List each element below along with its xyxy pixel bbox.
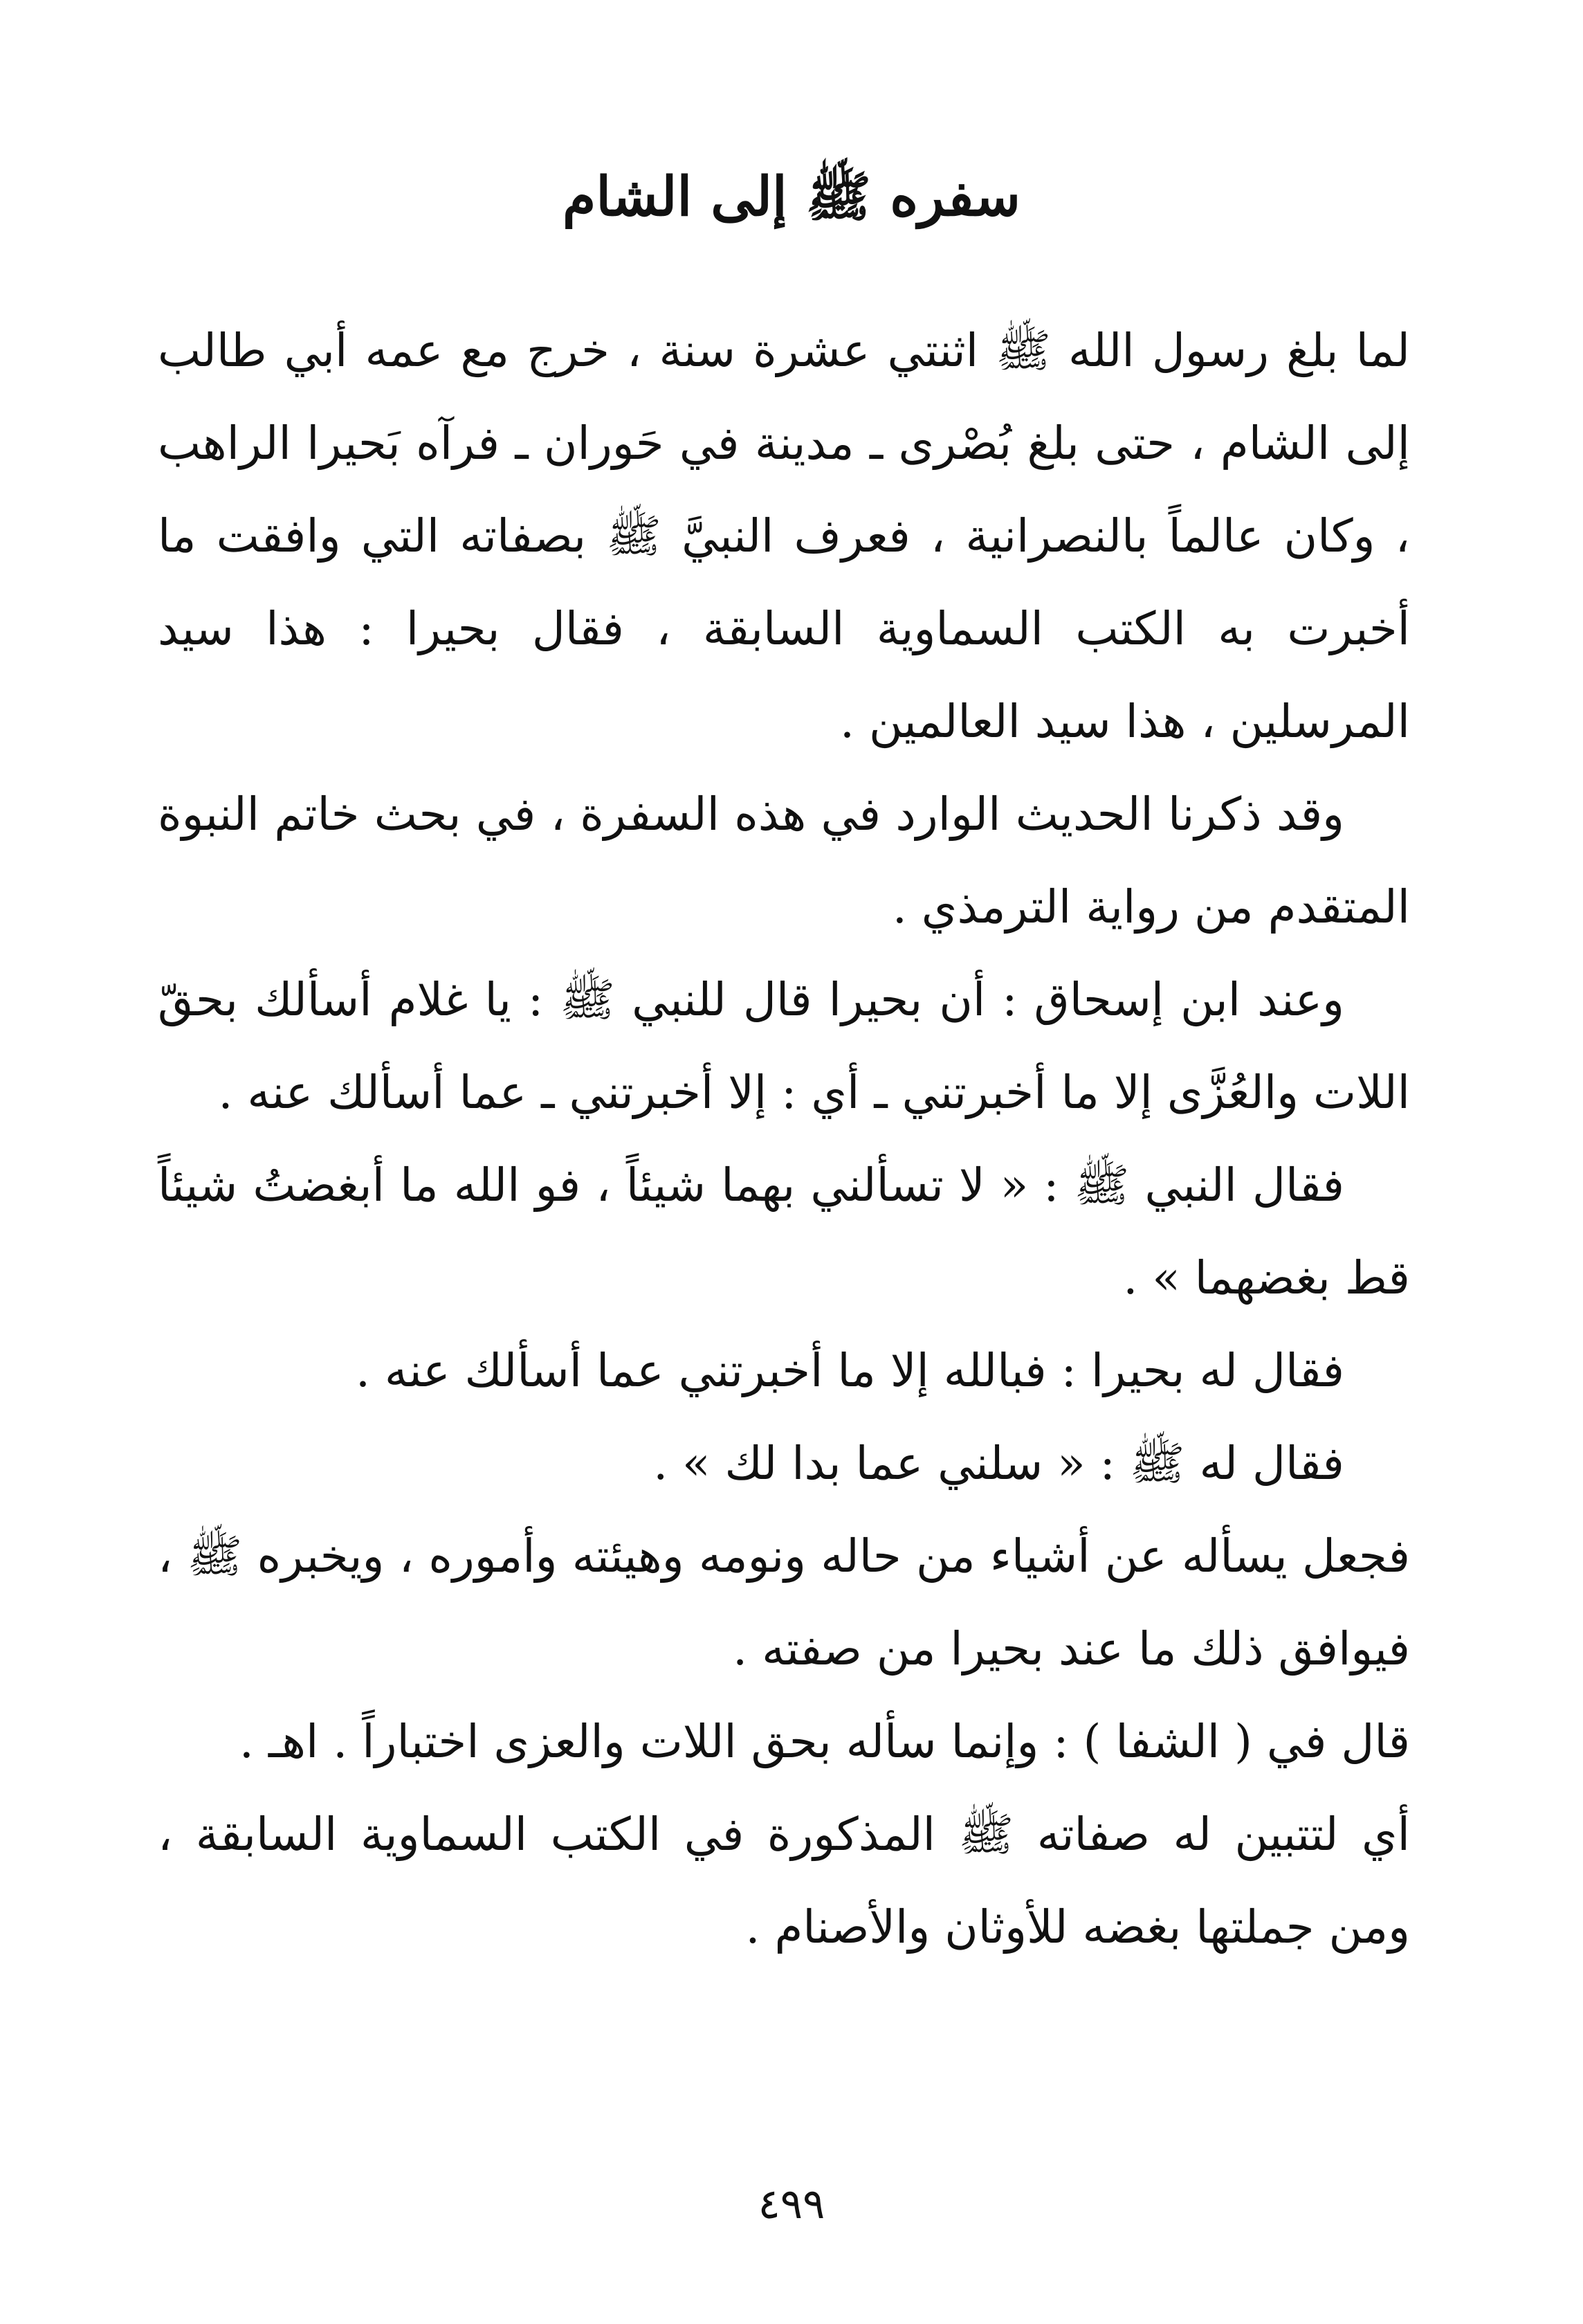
page-number: ٤٩٩ <box>758 2180 825 2228</box>
paragraph-7: فجعل يسأله عن أشياء من حاله ونومه وهيئته وأموره ، ويخبره ﷺ ، فيوافق ذلك ما عند بحيرا من صفته . <box>158 1529 1410 1676</box>
body-text <box>158 305 1410 1974</box>
chapter-title: سفره ﷺ إلى الشام <box>562 165 1021 228</box>
paragraph-1: لما بلغ رسول الله ﷺ اثنتي عشرة سنة ، خرج مع عمه أبي طالب إلى الشام ، حتى بلغ بُصْرى ـ مدينة في حَوران ـ فرآه بَحيرا الراهب ، وكان عالماً بالنصرانية ، فعرف النبيَّ ﷺ بصفاته التي وافقت ما أخبرت به الكتب السماوية السابقة ، فقال بحيرا : هذا سيد المرسلين ، هذا سيد العالمين . <box>158 324 1410 748</box>
paragraph-9: أي لتتبين له صفاته ﷺ المذكورة في الكتب السماوية السابقة ، ومن جملتها بغضه للأوثان والأصنام . <box>158 1808 1410 1954</box>
paragraph-8: قال في ( الشفا ) : وإنما سأله بحق اللات والعزى اختباراً . اهـ . <box>239 1715 1410 1768</box>
paragraph-5: فقال له بحيرا : فبالله إلا ما أخبرتني عما أسألك عنه . <box>355 1344 1344 1397</box>
paragraph-4: فقال النبي ﷺ : « لا تسألني بهما شيئاً ، فو الله ما أبغضتُ شيئاً قط بغضهما » . <box>158 1159 1410 1305</box>
paragraph-6: فقال له ﷺ : « سلني عما بدا لك » . <box>653 1437 1344 1490</box>
paragraph-2: وقد ذكرنا الحديث الوارد في هذه السفرة ، في بحث خاتم النبوة المتقدم من رواية الترمذي . <box>158 788 1410 934</box>
paragraph-3: وعند ابن إسحاق : أن بحيرا قال للنبي ﷺ : يا غلام أسألك بحقّ اللات والعُزَّى إلا ما أخبرتني ـ أي : إلا أخبرتني ـ عما أسألك عنه . <box>158 973 1410 1119</box>
